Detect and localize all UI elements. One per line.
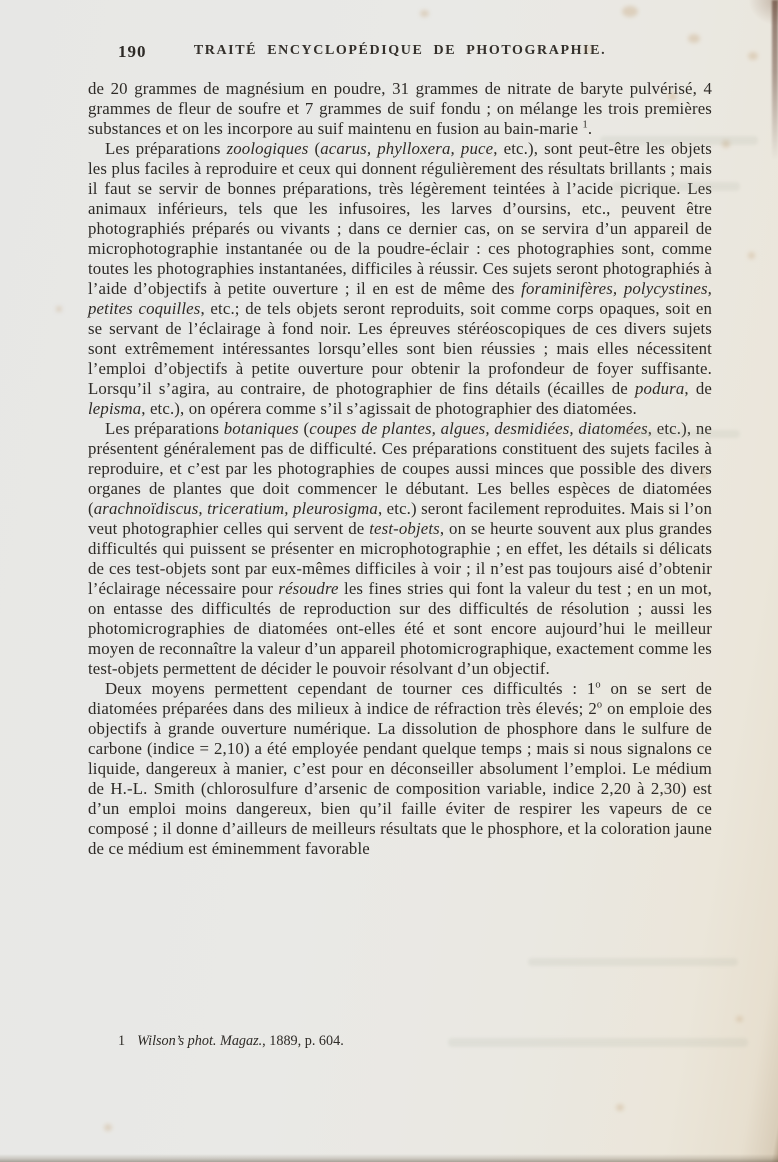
text-run: , de xyxy=(684,379,712,398)
foxing-spot xyxy=(420,10,429,17)
paragraph xyxy=(88,419,712,679)
text-run: , etc.) seront facilement reproduites. Mais si l’on veut photographier celles qui servent de xyxy=(88,499,712,538)
italic-run: coupes de plantes, algues, desmidiées, diatomées xyxy=(309,419,648,438)
italic-run: lepisma xyxy=(88,399,142,418)
page-edge-shadow xyxy=(772,0,778,160)
superscript-run: o xyxy=(596,699,603,711)
page-bottom-shadow xyxy=(0,1154,778,1162)
text-run: , etc.; de tels objets seront reproduits, soit comme corps opaques, soit en se servant de l’éclairage à fond noir. Les épreuves stéréoscopiques de ces divers sujets sont extrêmement intéressantes lorsqu’elles sont bien réussies ; mais elles nécessitent l’emploi d’objectifs à petite ouverture pour obtenir la profondeur de foyer suffisante. Lorsqu’il s’agira, au contraire, de photographier de fins détails (écailles de xyxy=(88,299,712,398)
superscript-run: 1 xyxy=(582,119,588,131)
page-number: 190 xyxy=(118,42,147,61)
italic-run: arachnoïdiscus, triceratium, pleurosigma xyxy=(93,499,378,518)
italic-run: test-objets xyxy=(369,519,440,538)
italic-run: Wilson’s phot. Magaz. xyxy=(137,1033,263,1049)
text-run: , on se heurte souvent aux plus grandes difficultés qui puissent se présenter en microphotographie ; en effet, les détails si délicats de ces test-objets sont par eux-mêmes difficiles à voir ; il n’est pas toujours aisé d’obtenir l’éclairage nécessaire pour xyxy=(88,519,712,598)
text-run: . xyxy=(587,119,593,138)
text-run: , etc.), on opérera comme s’il s’agissait de photographier des diatomées. xyxy=(141,399,637,418)
foxing-spot xyxy=(688,34,700,43)
foxing-spot xyxy=(668,92,677,101)
body-text xyxy=(88,79,712,1027)
italic-run: zoologiques xyxy=(226,139,309,158)
show-through-artifact xyxy=(612,182,740,191)
paragraph xyxy=(88,79,712,139)
text-run: les fines stries qui font la valeur du test ; en un mot, on entasse des difficultés de reproduction sur des difficultés de résolution ; aussi les photomicrographies de diatomées ont-elles été et sont encore aujourd’hui le meilleur moyen de reconnaître la valeur d’un appareil photomicrographique, exactement comme les test-objets permettent de décider le pouvoir résolvant d’un objectif. xyxy=(88,579,712,678)
show-through-artifact xyxy=(448,1038,748,1047)
paragraph xyxy=(88,139,712,419)
text-run: Deux moyens permettent cependant de tourner ces difficultés : 1 xyxy=(105,679,596,698)
italic-run: résoudre xyxy=(278,579,339,598)
text-run: , 1889, p. 604. xyxy=(262,1033,344,1049)
italic-run: botaniques xyxy=(223,419,299,438)
text-run: Les préparations xyxy=(105,419,224,438)
italic-run: podura xyxy=(635,379,685,398)
show-through-artifact xyxy=(600,430,740,438)
show-through-artifact xyxy=(600,136,758,145)
foxing-spot xyxy=(104,1124,112,1131)
text-run: on emploie des objectifs à grande ouverture numérique. La dissolution de phosphore dans le sulfure de carbone (indice = 2,10) a été employée pendant quelque temps ; mais si nous signalons ce liquide, dangereux à manier, c’est pour en déconseiller absolument l’emploi. Le médium de H.-L. Smith (chlorosulfure d’arsenic de composition variable, indice 2,20 à 2,30) est d’un emploi moins dangereux, bien qu’il faille éviter de respirer les vapeurs de ce composé ; il donne d’ailleurs de meilleurs résultats que le phosphore, et la coloration jaune de ce médium est éminemment favorable xyxy=(88,699,713,858)
text-run: , etc.), ne présentent généralement pas de difficulté. Ces préparations constituent des sujets faciles à reproduire, et c’est par les photographies de coupes aussi minces que possible des divers organes de plantes que doit commencer le débutant. Les belles espèces de diatomées ( xyxy=(88,419,712,518)
foxing-spot xyxy=(584,46,592,52)
text-run: on se sert de diatomées préparées dans des milieux à indice de réfraction très élevés; 2 xyxy=(88,679,712,718)
foxing-spot xyxy=(736,1016,743,1022)
foxing-spot xyxy=(748,52,758,60)
footnote-text xyxy=(137,1033,344,1049)
text-run: Les préparations xyxy=(105,139,227,158)
italic-run: foraminifères, polycystines, petites coquilles xyxy=(88,279,712,318)
paragraph xyxy=(88,679,712,859)
foxing-spot xyxy=(700,472,708,479)
foxing-spot xyxy=(622,6,638,17)
show-through-artifact xyxy=(528,958,738,966)
foxing-spot xyxy=(616,1104,624,1111)
text-run: ( xyxy=(298,419,310,438)
running-title: TRAITÉ ENCYCLOPÉDIQUE DE PHOTOGRAPHIE. xyxy=(193,43,607,58)
text-run: de 20 grammes de magnésium en poudre, 31 grammes de nitrate de baryte pulvérisé, 4 grammes de fleur de soufre et 7 grammes de suif fondu ; on mélange les trois premières substances et on les incorpore au suif maintenu en fusion au bain-marie xyxy=(88,79,712,138)
text-run: ( xyxy=(308,139,321,158)
foxing-spot xyxy=(748,252,755,259)
page-header xyxy=(88,42,712,64)
foxing-spot xyxy=(56,306,62,312)
text-run: , etc.), sont peut-être les objets les plus faciles à reproduire et ceux qui donnent régulièrement des résultats brillants ; mais il faut se servir de bonnes préparations, très légèrement teintées à l’acide picrique. Les animaux inférieurs, tels que les infusoires, les larves d’oursins, etc., peuvent être photographiés préparés ou vivants ; dans ce dernier cas, on se servira d’un appareil de microphotographie instantanée ou de la poudre-éclair : ces photographies sont, comme toutes les photographies instantanées, difficiles à réussir. Ces sujets seront photographiés à l’aide d’objectifs à petite ouverture ; il en est de même des xyxy=(88,139,712,298)
italic-run: acarus, phylloxera, puce xyxy=(320,139,494,158)
superscript-run: o xyxy=(595,679,601,691)
footnote-marker: 1 xyxy=(118,1033,126,1049)
